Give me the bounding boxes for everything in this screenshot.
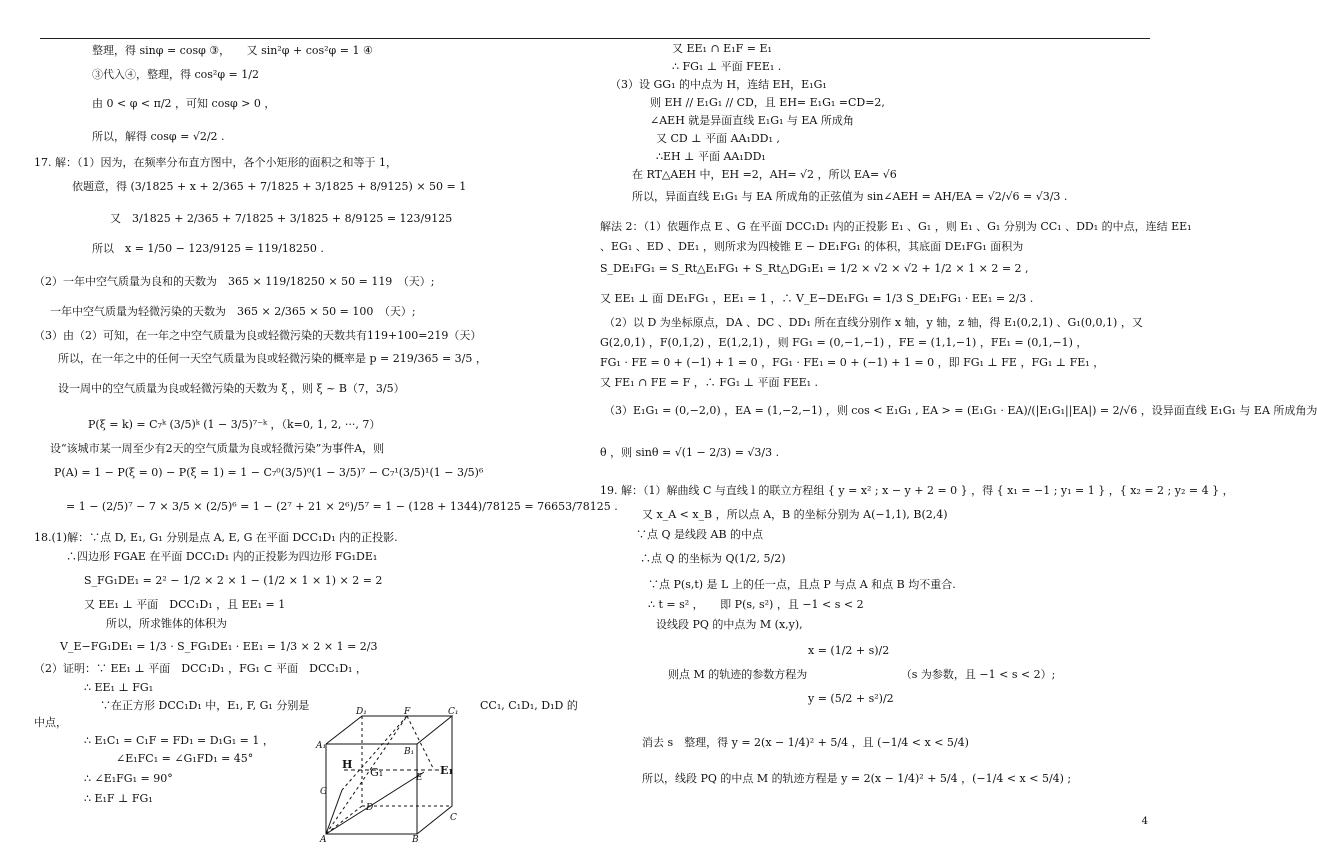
left-line-11: 所以，在一年之中的任何一天空气质量为良或轻微污染的概率是 p = 219/365 = 3/5 ， <box>58 352 487 365</box>
line-a-f <box>326 716 407 834</box>
left-line-22: V_E−FG₁DE₁ = 1/3 · S_FG₁DE₁ · EE₁ = 1/3 × 2 × 1 = 2/3 <box>60 640 378 653</box>
right-line-12: 又 EE₁ ⊥ 面 DE₁FG₁ ，EE₁ = 1 ，∴ V_E−DE₁FG₁ = 1/3 S_DE₁FG₁ · EE₁ = 2/3 . <box>600 292 1034 305</box>
left-line-26: CC₁, C₁D₁, D₁D 的 <box>480 699 578 712</box>
label-f: F <box>404 707 411 717</box>
left-line-19: S_FG₁DE₁ = 2² − 1/2 × 2 × 1 − (1/2 × 1 × 1) × 2 = 2 <box>84 574 383 587</box>
right-line-6: ∴EH ⊥ 平面 AA₁DD₁ <box>656 150 766 163</box>
left-line-8: （2）一年中空气质量为良和的天数为 365 × 119/18250 × 50 = 119 （天）; <box>34 275 435 288</box>
right-line-16: 又 FE₁ ∩ FE = F ，∴ FG₁ ⊥ 平面 FEE₁ . <box>600 376 819 389</box>
cube-figure <box>312 707 462 845</box>
left-line-15: P(A) = 1 − P(ξ = 0) − P(ξ = 1) = 1 − C₇⁰(3/5)⁰(1 − 3/5)⁷ − C₇¹(3/5)¹(1 − 3/5)⁶ <box>54 466 484 479</box>
left-line-24: ∴ EE₁ ⊥ FG₁ <box>84 681 154 694</box>
right-line-25: 设线段 PQ 的中点为 M (x,y), <box>656 618 803 631</box>
label-a: A <box>320 835 327 845</box>
left-line-2: 由 0 < φ < π/2 ，可知 cosφ > 0 ， <box>92 97 276 110</box>
left-line-23: （2）证明：∵ EE₁ ⊥ 平面 DCC₁D₁ ，FG₁ ⊂ 平面 DCC₁D₁ ， <box>34 662 367 675</box>
right-line-21: ∵点 Q 是线段 AB 的中点 <box>636 528 764 541</box>
right-line-2: （3）设 GG₁ 的中点为 H，连结 EH，E₁G₁ <box>610 78 827 91</box>
right-line-26: x = (1/2 + s)/2 <box>808 644 890 657</box>
label-b1: B₁ <box>404 747 415 757</box>
label-d1: D₁ <box>356 707 367 717</box>
left-line-0: 整理，得 sinφ = cosφ ③， 又 sin²φ + cos²φ = 1 ④ <box>92 44 373 57</box>
left-line-14: 设“该城市某一周至少有2天的空气质量为良或轻微污染”为事件A，则 <box>50 442 385 455</box>
cube-top-face <box>326 716 452 744</box>
left-line-3: 所以，解得 cosφ = √2/2 . <box>92 130 225 143</box>
line-f-e1 <box>407 716 434 770</box>
right-line-11: S_DE₁FG₁ = S_Rt△E₁FG₁ + S_Rt△DG₁E₁ = 1/2 × √2 × √2 + 1/2 × 1 × 2 = 2 , <box>600 262 1029 275</box>
right-line-9: 解法 2：（1）依题作点 E 、G 在平面 DCC₁D₁ 内的正投影 E₁ 、G₁ ，则 E₁ 、G₁ 分别为 CC₁ 、DD₁ 的中点，连结 EE₁ <box>600 220 1192 233</box>
label-h: H <box>342 758 353 771</box>
right-line-14: G(2,0,1) ，F(0,1,2) ，E(1,2,1) ，则 FG₁ = (0,−1,−1) ，FE = (1,1,−1) ，FE₁ = (0,1,−1) ， <box>600 336 1088 349</box>
left-line-20: 又 EE₁ ⊥ 平面 DCC₁D₁ ，且 EE₁ = 1 <box>84 598 286 611</box>
left-line-4: 17. 解：（1）因为，在频率分布直方图中，各个小矩形的面积之和等于 1， <box>34 156 397 169</box>
right-line-23: ∵点 P(s,t) 是 L 上的任一点，且点 P 与点 A 和点 B 均不重合. <box>648 578 956 591</box>
right-line-7: 在 RT△AEH 中，EH =2，AH= √2 ，所以 EA= √6 <box>632 168 897 181</box>
left-line-17: 18.(1)解：∵点 D, E₁, G₁ 分别是点 A, E, G 在平面 DCC₁D₁ 内的正投影. <box>34 531 398 544</box>
label-d: D <box>366 803 374 813</box>
right-line-20: 又 x_A < x_B ，所以点 A，B 的坐标分别为 A(−1,1), B(2,4) <box>642 508 948 521</box>
right-line-17: （3）E₁G₁ = (0,−2,0) ，EA = (1,−2,−1) ，则 cos < E₁G₁ , EA > = (E₁G₁ · EA)/(|E₁G₁||EA|) = 2/√6 ，设异面直线 E₁G₁ 与 EA 所成角为 <box>604 404 1317 417</box>
left-line-27: 中点， <box>34 716 67 729</box>
left-line-30: ∴ ∠E₁FG₁ = 90° <box>84 772 173 785</box>
line-a-g <box>326 790 342 834</box>
cube-front-face <box>326 744 417 834</box>
left-line-5: 依题意，得 (3/1825 + x + 2/365 + 7/1825 + 3/1825 + 8/9125) × 50 = 1 <box>72 180 467 193</box>
left-line-21: 所以，所求锥体的体积为 <box>106 617 227 630</box>
right-line-19: 19. 解：（1）解曲线 C 与直线 l 的联立方程组 { y = x² ; x − y + 2 = 0 } ，得 { x₁ = −1 ; y₁ = 1 } ，{ x₂ = 2 ; y₂ = 4 } ， <box>600 484 1234 497</box>
right-line-1: ∴ FG₁ ⊥ 平面 FEE₁ . <box>672 60 782 73</box>
page-number: 4 <box>1141 816 1148 827</box>
left-line-7: 所以 x = 1/50 − 123/9125 = 119/18250 . <box>92 242 324 255</box>
right-line-4: ∠AEH 就是异面直线 E₁G₁ 与 EA 所成角 <box>650 114 854 127</box>
label-e1: E₁ <box>440 764 454 777</box>
left-line-12: 设一周中的空气质量为良或轻微污染的天数为 ξ ，则 ξ ~ B（7，3/5） <box>58 382 405 395</box>
right-line-24: ∴ t = s² ， 即 P(s, s²) ，且 −1 < s < 2 <box>648 598 864 611</box>
right-line-28: y = (5/2 + s²)/2 <box>808 692 894 705</box>
right-line-15: FG₁ · FE = 0 + (−1) + 1 = 0 ，FG₁ · FE₁ = 0 + (−1) + 1 = 0 ，即 FG₁ ⊥ FE ，FG₁ ⊥ FE₁ ， <box>600 356 1105 369</box>
label-g1: G₁ <box>370 766 384 779</box>
label-a1: A₁ <box>316 741 327 751</box>
left-line-28: ∴ E₁C₁ = C₁F = FD₁ = D₁G₁ = 1 ， <box>84 734 274 747</box>
right-line-27: 则点 M 的轨迹的参数方程为 （s 为参数，且 −1 < s < 2）; <box>668 668 1056 681</box>
right-line-13: （2）以 D 为坐标原点，DA 、DC 、DD₁ 所在直线分别作 x 轴，y 轴，z 轴，得 E₁(0,2,1) 、G₁(0,0,1) ，又 <box>604 316 1143 329</box>
right-line-30: 所以，线段 PQ 的中点 M 的轨迹方程是 y = 2(x − 1/4)² + 5/4 ，(−1/4 < x < 5/4) ; <box>642 772 1072 785</box>
right-line-22: ∴点 Q 的坐标为 Q(1/2, 5/2) <box>640 552 786 565</box>
right-line-29: 消去 s 整理，得 y = 2(x − 1/4)² + 5/4 ，且 (−1/4 < x < 5/4) <box>642 736 969 749</box>
label-c: C <box>450 813 457 823</box>
right-line-0: 又 EE₁ ∩ E₁F = E₁ <box>672 42 772 55</box>
left-line-6: 又 3/1825 + 2/365 + 7/1825 + 3/1825 + 8/9125 = 123/9125 <box>110 212 453 225</box>
label-b: B <box>412 835 419 845</box>
label-c1: C₁ <box>448 707 459 717</box>
label-e: E <box>416 773 423 783</box>
left-line-10: （3）由（2）可知，在一年之中空气质量为良或轻微污染的天数共有119+100=219（天） <box>34 329 482 342</box>
left-line-31: ∴ E₁F ⊥ FG₁ <box>84 792 153 805</box>
left-line-29: ∠E₁FC₁ = ∠G₁FD₁ = 45° <box>116 752 254 765</box>
left-line-1: ③代入④，整理，得 cos²φ = 1/2 <box>92 68 259 81</box>
left-line-9: 一年中空气质量为轻微污染的天数为 365 × 2/365 × 50 = 100 （天）; <box>50 305 416 318</box>
line-a-e <box>326 772 424 834</box>
label-g: G <box>320 787 328 797</box>
left-line-16: = 1 − (2/5)⁷ − 7 × 3/5 × (2/5)⁶ = 1 − (2⁷ + 21 × 2⁶)/5⁷ = 1 − (128 + 1344)/78125 = 76653/78125 . <box>66 500 618 513</box>
left-line-18: ∴四边形 FGAE 在平面 DCC₁D₁ 内的正投影为四边形 FG₁DE₁ <box>66 550 378 563</box>
right-line-5: 又 CD ⊥ 平面 AA₁DD₁ , <box>656 132 780 145</box>
left-line-25: ∵在正方形 DCC₁D₁ 中，E₁, F, G₁ 分别是 <box>100 699 310 712</box>
left-line-13: P(ξ = k) = C₇ᵏ (3/5)ᵏ (1 − 3/5)⁷⁻ᵏ ，（k=0, 1, 2, ···, 7） <box>88 418 381 431</box>
right-line-18: θ ，则 sinθ = √(1 − 2/3) = √3/3 . <box>600 446 780 459</box>
right-line-10: 、EG₁ 、ED 、DE₁ ，则所求为四棱锥 E − DE₁FG₁ 的体积，其底面 DE₁FG₁ 面积为 <box>600 240 1024 253</box>
right-line-3: 则 EH // E₁G₁ // CD，且 EH= E₁G₁ =CD=2, <box>650 96 885 109</box>
header-rule <box>40 38 1150 39</box>
right-line-8: 所以，异面直线 E₁G₁ 与 EA 所成角的正弦值为 sin∠AEH = AH/EA = √2/√6 = √3/3 . <box>632 190 1068 203</box>
